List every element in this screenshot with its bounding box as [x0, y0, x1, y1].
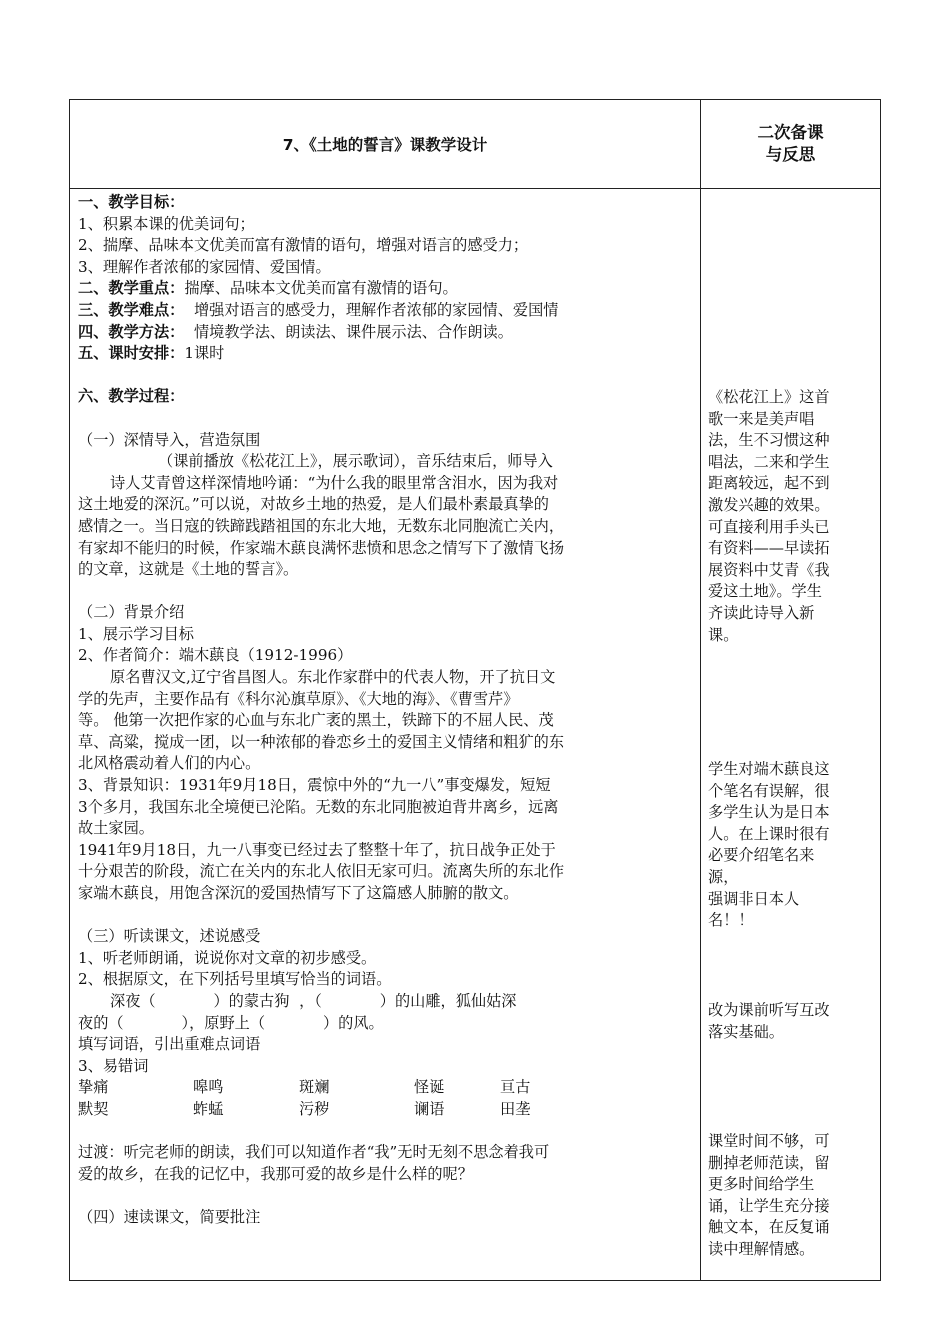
note-line: 距离较远，起不到	[708, 474, 830, 493]
goal-item: 2、揣摩、品味本文优美而富有激情的语句，增强对语言的感受力；	[78, 236, 529, 255]
note-line: 强调非日本人	[708, 889, 800, 908]
reflection-note-4	[708, 1131, 878, 1261]
author-bio-text: 学的先声，主要作品有《科尔沁旗草原》、《大地的海》、《曹雪芹》	[78, 689, 519, 708]
process-heading: 六、教学过程：	[78, 387, 185, 406]
note-line: 爱这土地》。学生	[708, 582, 822, 601]
section-2-item: 2、作者简介：端木蕻良（1912-1996）	[78, 646, 353, 665]
note-line: 课堂时间不够，可	[708, 1132, 830, 1150]
background-text: 十分艰苦的阶段，流亡在关内的东北人依旧无家可归。流离失所的东北作	[78, 862, 564, 881]
word: 挚痛	[78, 1078, 109, 1097]
header-divider	[70, 188, 880, 189]
goal-item: 1、积累本课的优美词句；	[78, 214, 255, 233]
word: 嗥鸣	[193, 1078, 224, 1097]
background-text: 3、背景知识：1931年9月18日，震惊中外的“九一八”事变爆发，短短	[78, 776, 551, 795]
word: 田垄	[500, 1099, 531, 1118]
section-2-heading: （二）背景介绍	[78, 603, 185, 622]
schedule-line	[78, 343, 694, 365]
note-line: 法，生不习惯这种	[708, 431, 830, 450]
section-1-text: 诗人艾青曾这样深情地吟诵：“为什么我的眼里常含泪水，因为我对	[110, 473, 559, 492]
note-line: 更多时间给学生	[708, 1175, 815, 1194]
goal-item: 3、理解作者浓郁的家园情、爱国情。	[78, 257, 331, 276]
note-line: 唱法，二来和学生	[708, 452, 830, 471]
fill-blank-line: 深夜（ ）的蒙古狗 ，（ ）的山雕，狐仙姑深	[110, 991, 517, 1010]
section-4-heading: （四）速读课文，简要批注	[78, 1207, 261, 1226]
transition-text: 爱的故乡，在我的记忆中，我那可爱的故乡是什么样的呢？	[78, 1164, 473, 1183]
section-1-text: 的文章，这就是《土地的誓言》。	[78, 560, 299, 579]
note-line: 歌一来是美声唱	[708, 409, 815, 428]
note-line: 诵，让学生充分接	[708, 1196, 830, 1215]
background-text: 故土家园。	[78, 819, 154, 838]
note-line: 学生对端木蕻良这	[708, 760, 830, 778]
word: 谰语	[414, 1099, 445, 1118]
note-line: 展资料中艾青《我	[708, 560, 830, 579]
key-points-text: 揣摩、品味本文优美而富有激情的语句。	[184, 279, 458, 298]
main-content	[78, 192, 694, 1229]
methods-text: 情境教学法、朗读法、课件展示法、合作朗读。	[184, 322, 513, 341]
fill-blank-line: 夜的（ ），原野上（ ）的风。	[78, 1013, 384, 1032]
section-3-item: 2、根据原文，在下列括号里填写恰当的词语。	[78, 970, 392, 989]
note-line: 名！！	[708, 911, 754, 930]
reflection-note-2	[708, 759, 878, 932]
author-bio-text: 北风格震动着人们的内心。	[78, 754, 261, 773]
note-line: 落实基础。	[708, 1022, 784, 1041]
note-line: 人。在上课时很有	[708, 824, 830, 843]
word: 默契	[78, 1099, 109, 1118]
difficulties-text: 增强对语言的感受力，理解作者浓郁的家园情、爱国情	[184, 300, 559, 319]
words-row	[78, 1077, 694, 1099]
background-text: 1941年9月18日，九一八事变已经过去了整整十年了，抗日战争正处于	[78, 840, 556, 859]
note-line: 删掉老师范读，留	[708, 1153, 830, 1172]
word: 斑斓	[299, 1078, 330, 1097]
section-1-text: 感情之一。当日寇的铁蹄践踏祖国的东北大地，无数东北同胞流亡关内，	[78, 516, 564, 535]
note-line: 个笔名有误解，很	[708, 781, 830, 800]
note-line: 源，	[708, 867, 739, 886]
note-line: 齐读此诗导入新	[708, 603, 815, 622]
section-1-text: （课前播放《松花江上》，展示歌词），音乐结束后，师导入	[158, 452, 553, 471]
column-divider	[700, 100, 701, 1280]
note-line: 读中理解情感。	[708, 1239, 815, 1258]
section-1-text: 这土地爱的深沉。”可以说，对故乡土地的热爱，是人们最朴素最真挚的	[78, 495, 549, 514]
section-1-text: 有家却不能归的时候，作家端木蕻良满怀悲愤和思念之情写下了激情飞扬	[78, 538, 564, 557]
schedule-label: 五、课时安排：	[78, 344, 185, 363]
note-line: 改为课前听写互改	[708, 1001, 830, 1019]
note-line: 《松花江上》这首	[708, 388, 830, 406]
difficulties-label: 三、教学难点：	[78, 300, 185, 319]
difficulties-line	[78, 300, 694, 322]
goals-heading: 一、教学目标：	[78, 193, 185, 211]
author-bio-text: 等。 他第一次把作家的心血与东北广袤的黑土，铁蹄下的不屈人民、茂	[78, 711, 554, 730]
section-1-heading: （一）深情导入，营造氛围	[78, 430, 261, 449]
schedule-text: 1课时	[184, 344, 225, 363]
word: 怪诞	[414, 1078, 445, 1097]
word: 亘古	[500, 1078, 531, 1097]
word: 蚱蜢	[193, 1099, 224, 1118]
note-line: 有资料——早读拓	[708, 539, 830, 558]
reflection-note-3	[708, 1000, 878, 1043]
section-3-item: 3、易错词	[78, 1056, 149, 1075]
side-column-header	[701, 100, 880, 188]
section-3-text: 填写词语，引出重难点词语	[78, 1035, 261, 1054]
words-row	[78, 1099, 694, 1121]
transition-text: 过渡：听完老师的朗读，我们可以知道作者“我”无时无刻不思念着我可	[78, 1143, 550, 1162]
section-3-heading: （三）听读课文，述说感受	[78, 927, 261, 946]
methods-label: 四、教学方法：	[78, 322, 185, 341]
note-line: 触文本，在反复诵	[708, 1218, 830, 1237]
lesson-plan-table	[69, 99, 881, 1281]
section-3-item: 1、听老师朗诵，说说你对文章的初步感受。	[78, 948, 377, 967]
methods-line	[78, 322, 694, 344]
note-line: 多学生认为是日本	[708, 803, 830, 822]
word: 污秽	[299, 1099, 330, 1118]
section-2-item: 1、展示学习目标	[78, 624, 194, 643]
side-header-line-1: 二次备课	[757, 123, 824, 142]
author-bio-text: 草、高粱，搅成一团，以一种浓郁的眷恋乡土的爱国主义情绪和粗犷的东	[78, 732, 564, 751]
author-bio-text: 原名曹汉文,辽宁省昌图人。东北作家群中的代表人物，开了抗日文	[110, 668, 556, 687]
background-text: 3个多月，我国东北全境便已沦陷。无数的东北同胞被迫背井离乡，远离	[78, 797, 559, 816]
note-line: 激发兴趣的效果。	[708, 495, 830, 514]
document-title: 7、《土地的誓言》课教学设计	[282, 136, 488, 154]
note-line: 课。	[708, 625, 739, 644]
background-text: 家端木蕻良，用饱含深沉的爱国热情写下了这篇感人肺腑的散文。	[78, 884, 519, 902]
note-line: 可直接利用手头已	[708, 517, 830, 536]
note-line: 必要介绍笔名来	[708, 846, 815, 865]
key-points-label: 二、教学重点：	[78, 279, 185, 298]
side-header-line-2: 与反思	[765, 145, 816, 164]
reflection-note-1	[708, 387, 878, 646]
key-points-line	[78, 278, 694, 300]
